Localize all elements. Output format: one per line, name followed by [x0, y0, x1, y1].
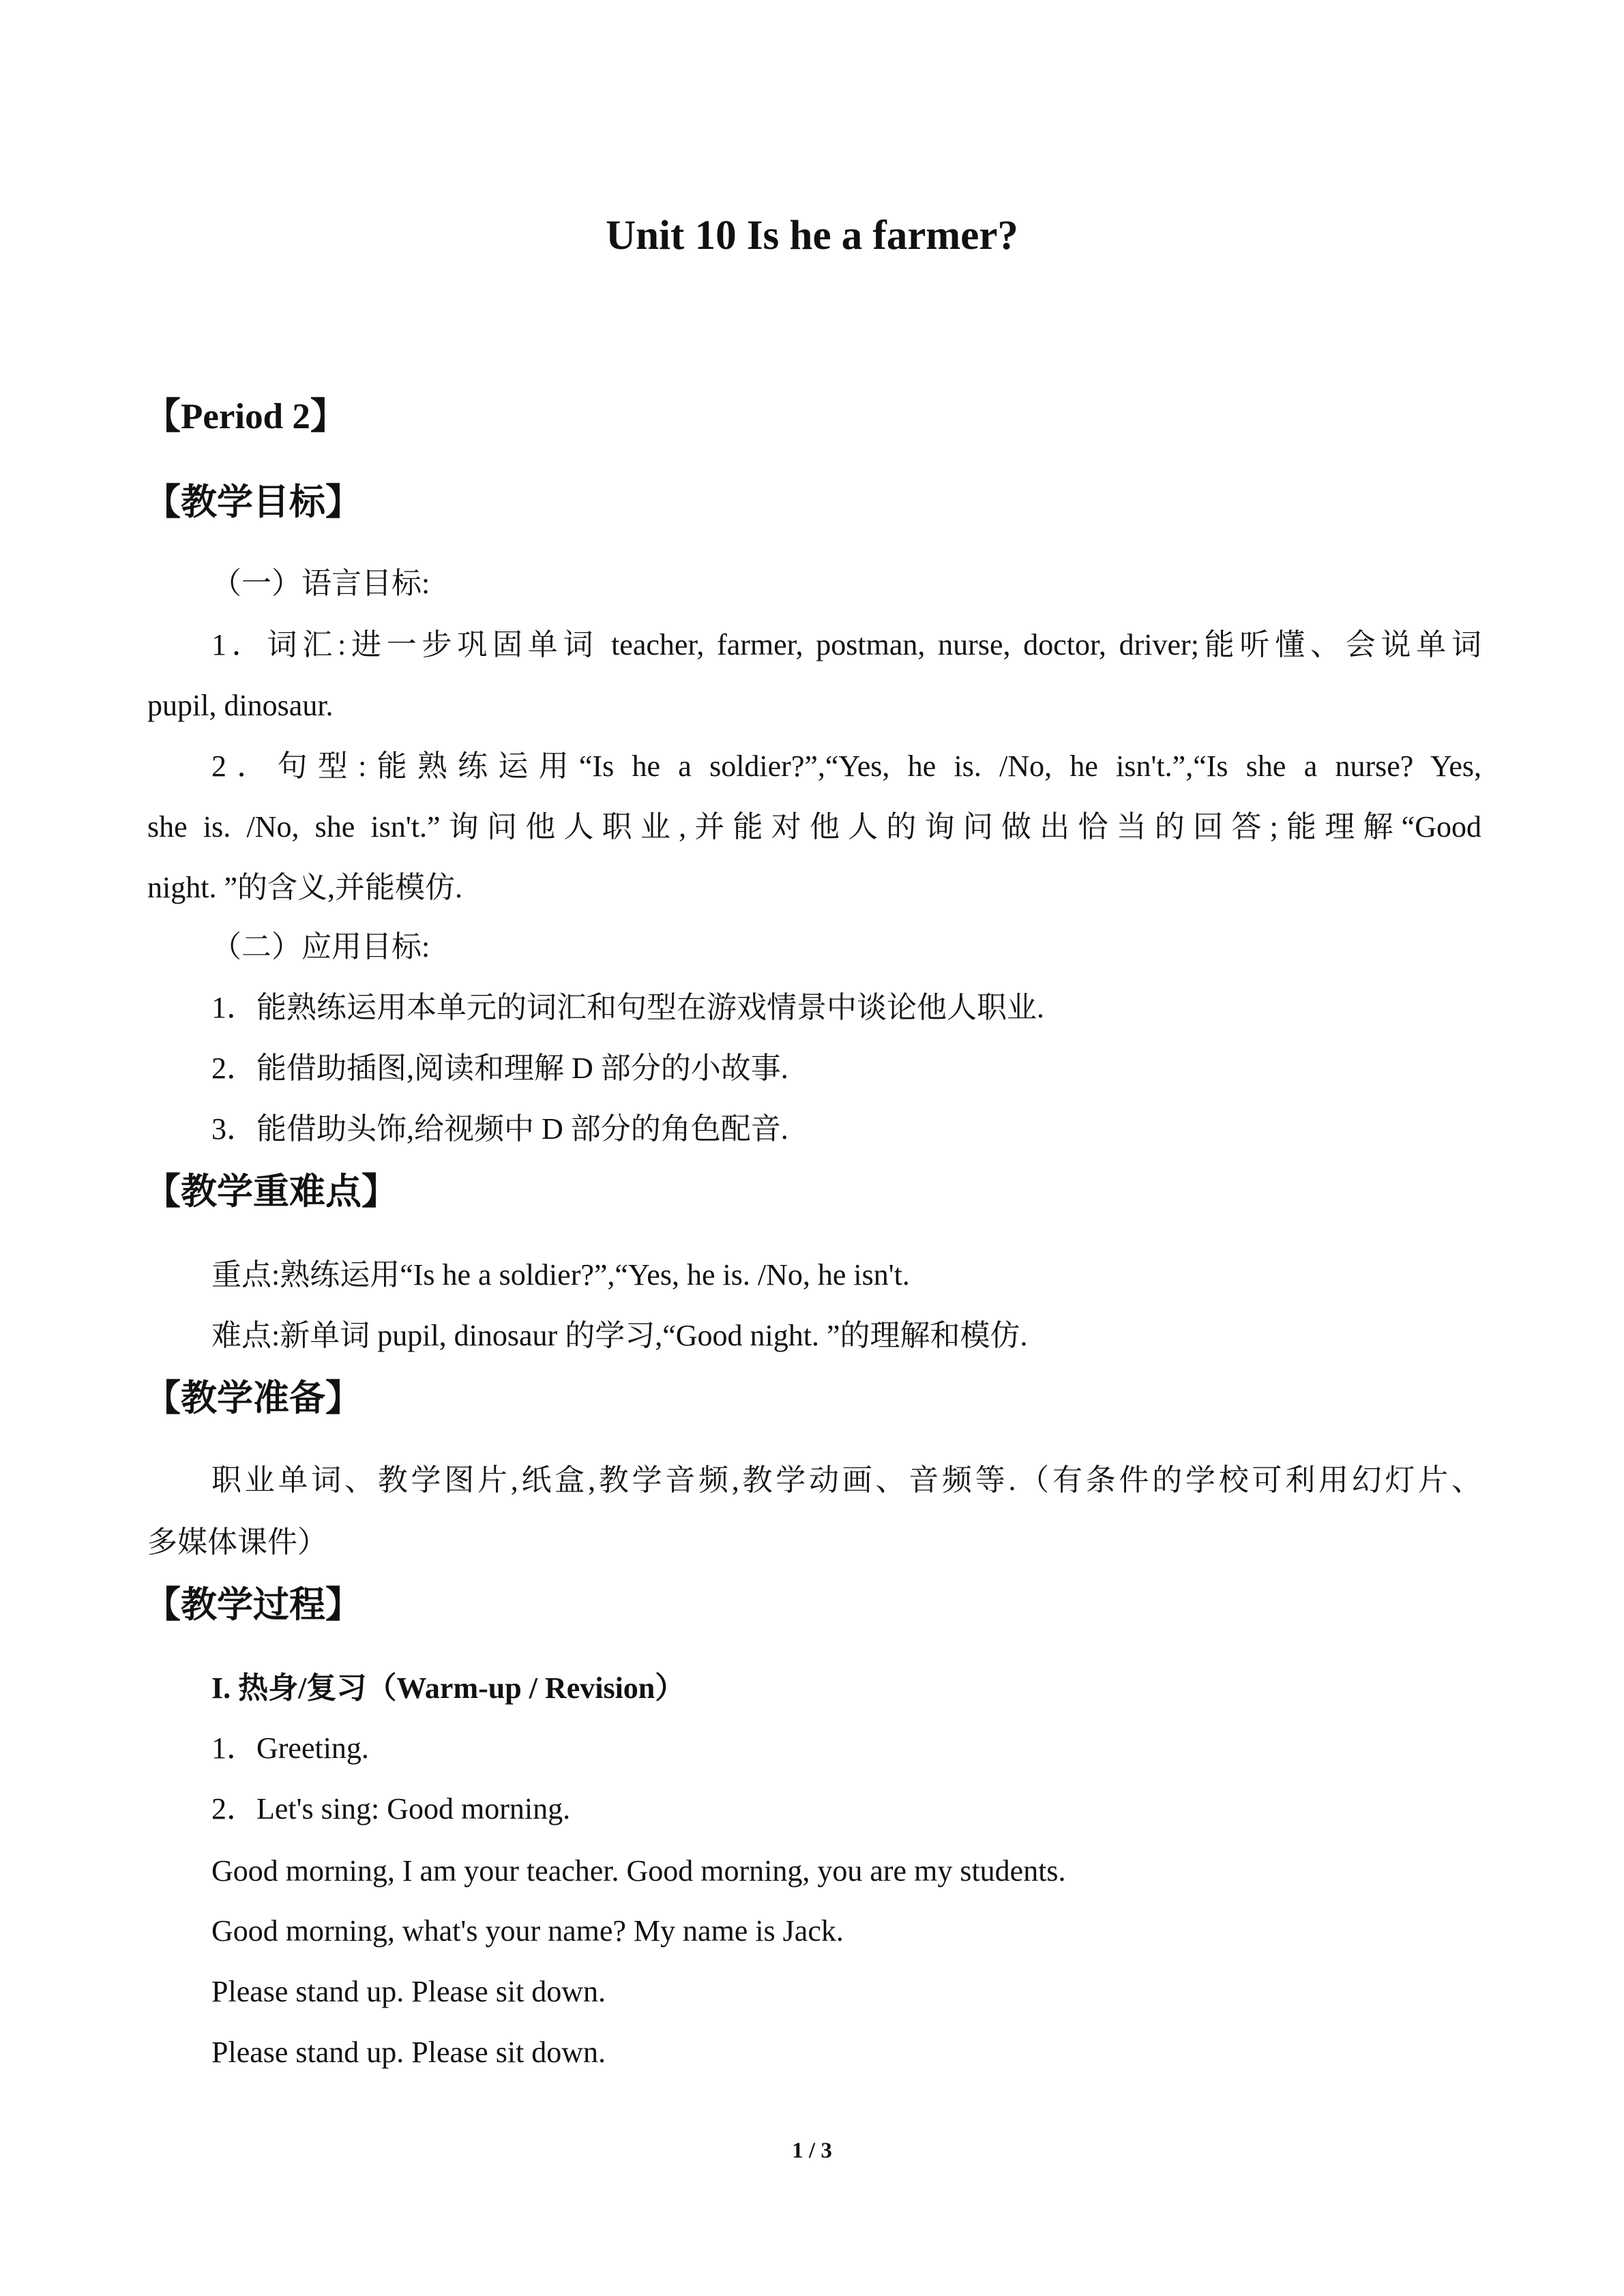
document-title: Unit 10 Is he a farmer? [606, 213, 1018, 258]
language-goal-label: （一）语言目标: [211, 567, 430, 600]
key-points-heading: 【教学重难点】 [145, 1172, 398, 1212]
vocab-line-1: 1．词汇:进一步巩固单词 teacher, farmer, postman, nurse, doctor, driver;能听懂、会说单词 [211, 628, 1481, 661]
sentence-line-3: night. ”的含义,并能模仿. [147, 871, 462, 904]
application-goal-label: （二）应用目标: [211, 930, 430, 964]
preparation-line-2: 多媒体课件） [147, 1525, 327, 1559]
song-lyric-2: Good morning, what's your name? My name is Jack. [211, 1914, 844, 1948]
process-item-2: 2．Let's sing: Good morning. [211, 1792, 571, 1825]
vocab-line-2: pupil, dinosaur. [147, 689, 334, 722]
process-heading: 【教学过程】 [145, 1585, 361, 1625]
focus-text: 重点:熟练运用“Is he a soldier?”,“Yes, he is. /No, he isn't. [211, 1258, 910, 1292]
application-item-2: 2．能借助插图,阅读和理解 D 部分的小故事. [211, 1052, 788, 1085]
preparation-line-1: 职业单词、教学图片,纸盒,教学音频,教学动画、音频等.（有条件的学校可利用幻灯片、 [211, 1463, 1481, 1497]
song-lyric-3: Please stand up. Please sit down. [211, 1975, 606, 2008]
step-title: I. 热身/复习（Warm-up / Revision） [211, 1671, 685, 1705]
page-number: 1 / 3 [792, 2138, 832, 2163]
sentence-line-2: she is. /No, she isn't.”询问他人职业,并能对他人的询问做出恰当的回答;能理解“Good [147, 810, 1481, 844]
period-heading: 【Period 2】 [145, 397, 346, 436]
sentence-line-1: 2．句型:能熟练运用“Is he a soldier?”,“Yes, he is. /No, he isn't.”,“Is she a nurse? Yes, [211, 749, 1481, 783]
difficulty-text: 难点:新单词 pupil, dinosaur 的学习,“Good night. ”的理解和模仿. [211, 1319, 1028, 1352]
application-item-1: 1．能熟练运用本单元的词汇和句型在游戏情景中谈论他人职业. [211, 991, 1044, 1024]
song-lyric-4: Please stand up. Please sit down. [211, 2036, 606, 2069]
objectives-heading: 【教学目标】 [145, 483, 361, 522]
song-lyric-1: Good morning, I am your teacher. Good morning, you are my students. [211, 1854, 1066, 1888]
process-item-1: 1．Greeting. [211, 1731, 369, 1765]
preparation-heading: 【教学准备】 [145, 1379, 361, 1418]
application-item-3: 3．能借助头饰,给视频中 D 部分的角色配音. [211, 1112, 788, 1146]
